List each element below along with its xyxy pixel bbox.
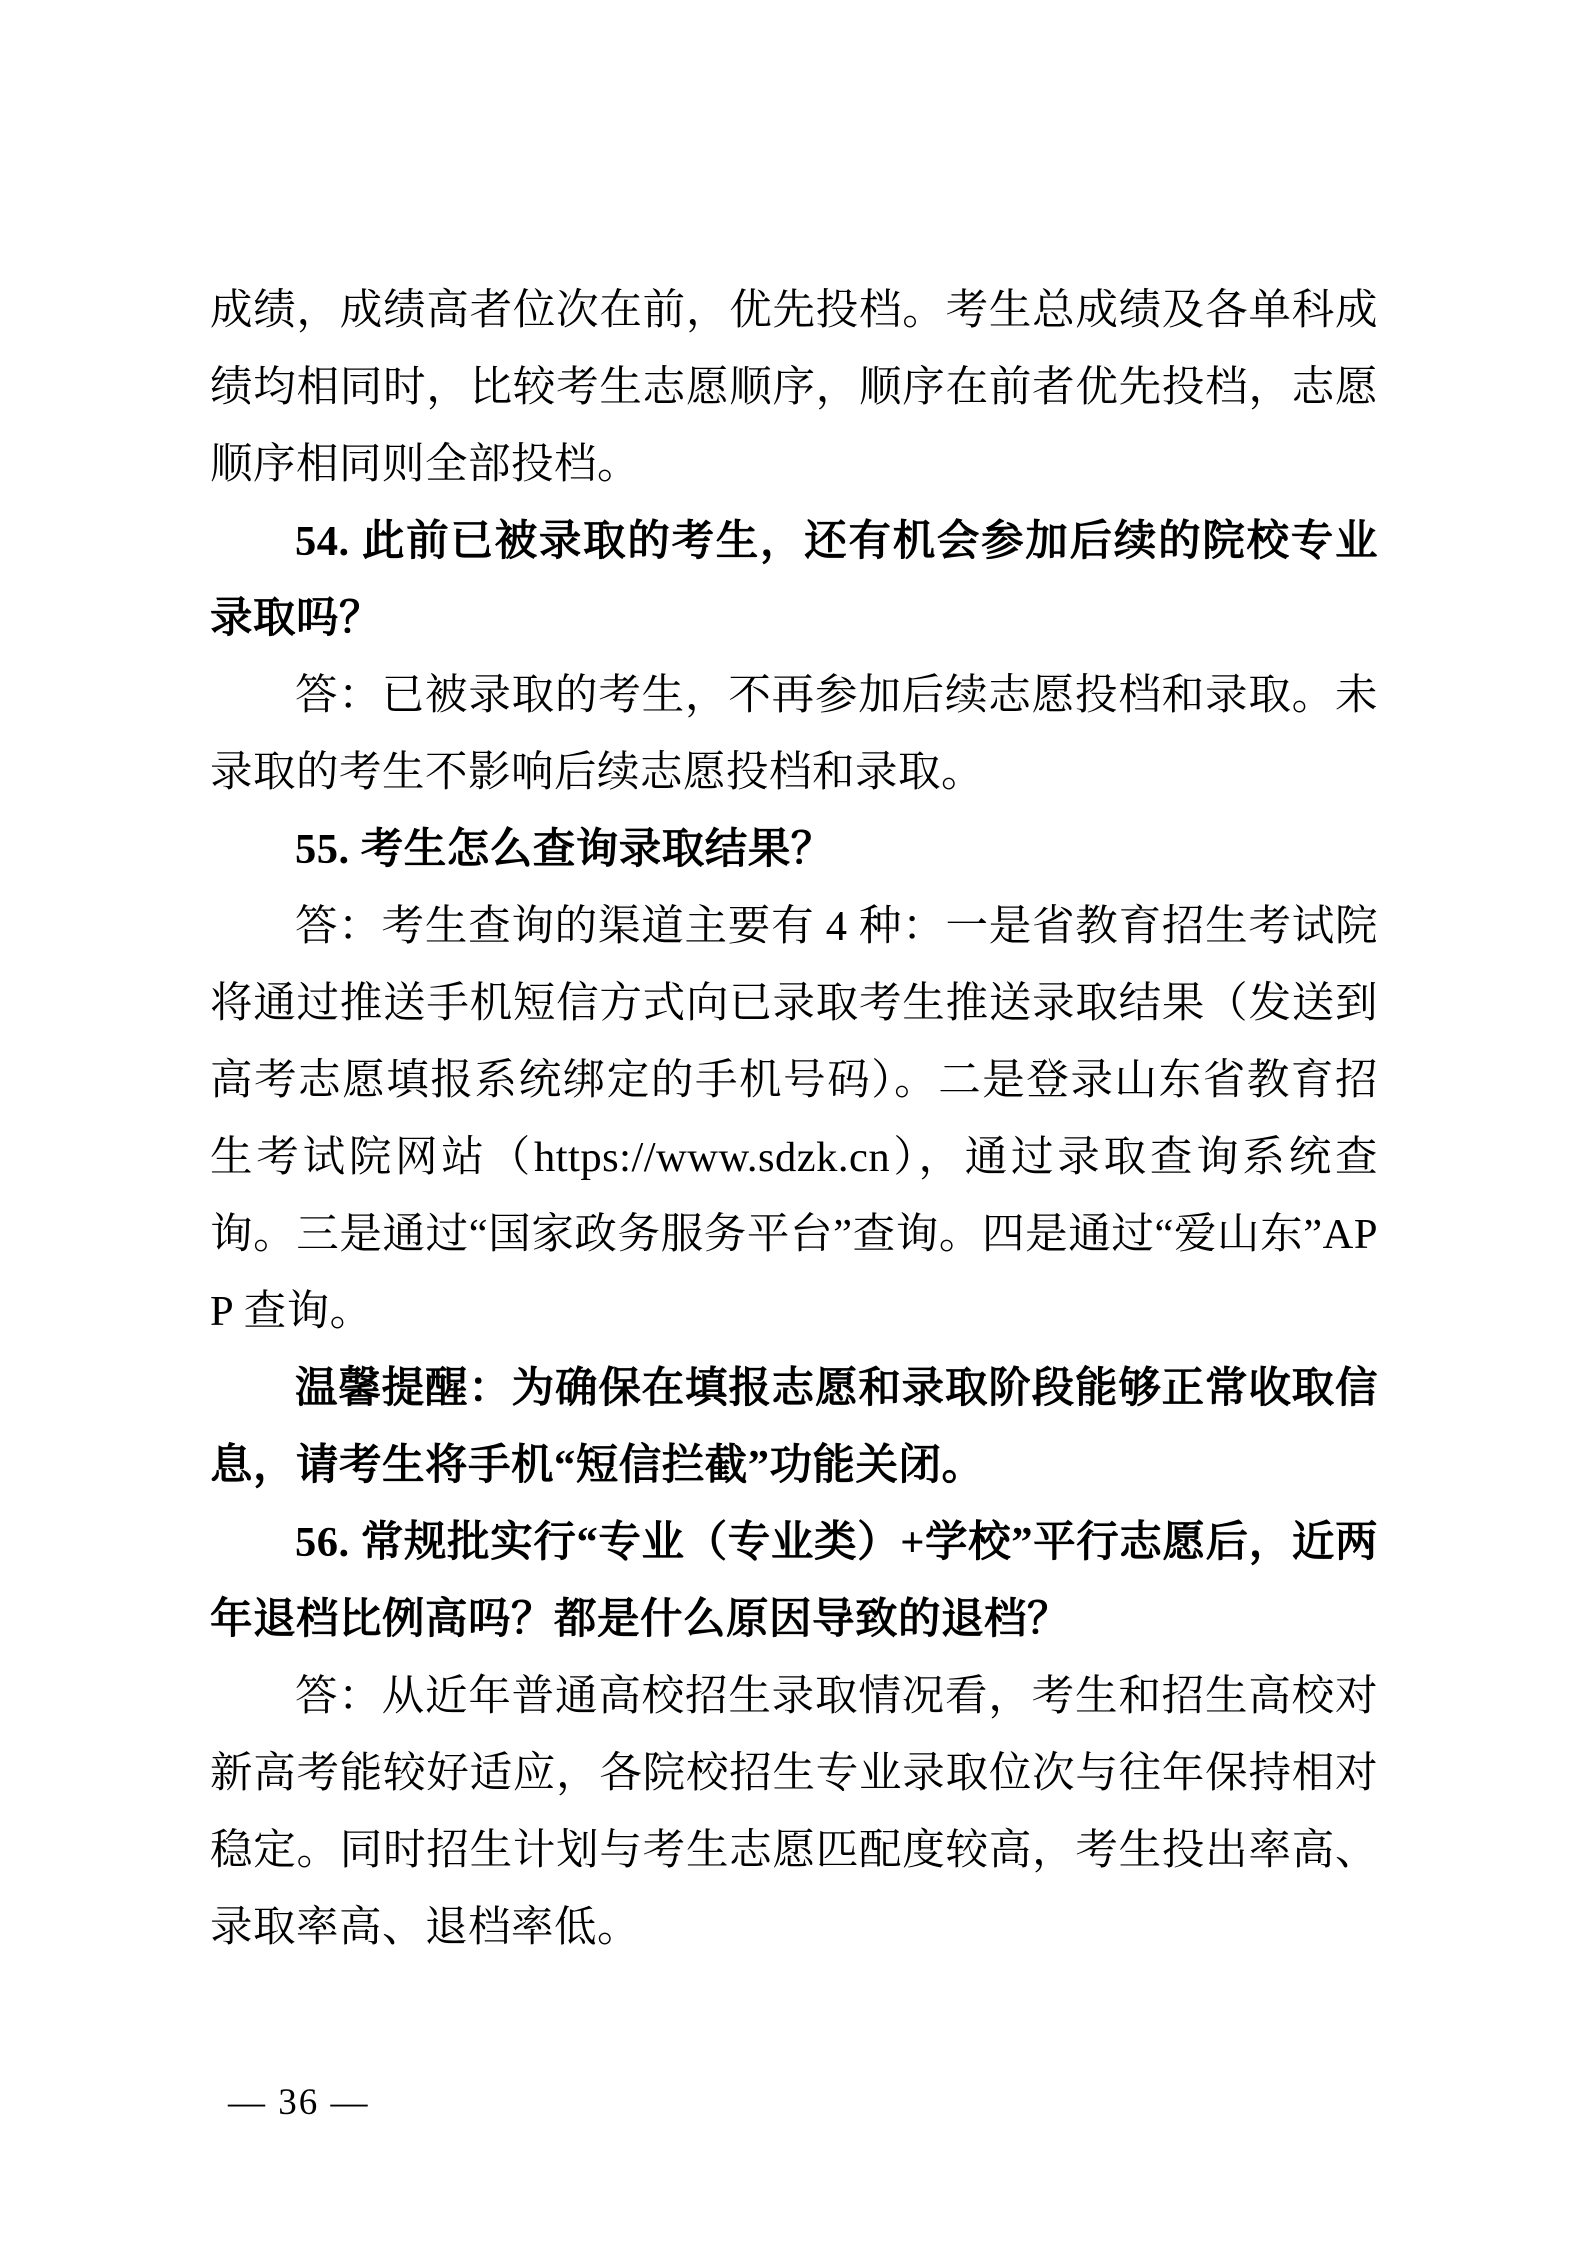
body-paragraph: 答：考生查询的渠道主要有 4 种：一是省教育招生考试院将通过推送手机短信方式向已录取考生推送录取结果（发送到高考志愿填报系统绑定的手机号码）。二是登录山东省教育招生考试院网站（https://www.sdzk.cn），通过录取查询系统查询。三是通过“国家政务服务平台”查询。四是通过“爱山东”APP 查询。 bbox=[210, 903, 1378, 1335]
question-paragraph: 温馨提醒：为确保在填报志愿和录取阶段能够正常收取信息，请考生将手机“短信拦截”功能关闭。 bbox=[210, 1365, 1378, 1489]
body-paragraph: 答：从近年普通高校招生录取情况看，考生和招生高校对新高考能较好适应，各院校招生专业录取位次与往年保持相对稳定。同时招生计划与考生志愿匹配度较高，考生投出率高、录取率高、退档率低。 bbox=[210, 1673, 1378, 1951]
question-paragraph: 54. 此前已被录取的考生，还有机会参加后续的院校专业录取吗？ bbox=[210, 518, 1378, 642]
body-paragraph: 成绩，成绩高者位次在前，优先投档。考生总成绩及各单科成绩均相同时，比较考生志愿顺序，顺序在前者优先投档，志愿顺序相同则全部投档。 bbox=[210, 287, 1378, 488]
question-paragraph: 56. 常规批实行“专业（专业类）+学校”平行志愿后，近两年退档比例高吗？都是什么原因导致的退档？ bbox=[210, 1519, 1378, 1643]
page-number: — 36 — bbox=[228, 2082, 370, 2123]
body-paragraph: 答：已被录取的考生，不再参加后续志愿投档和录取。未录取的考生不影响后续志愿投档和录取。 bbox=[210, 672, 1378, 796]
question-paragraph: 55. 考生怎么查询录取结果？ bbox=[295, 826, 834, 873]
document-content bbox=[210, 272, 1378, 1966]
